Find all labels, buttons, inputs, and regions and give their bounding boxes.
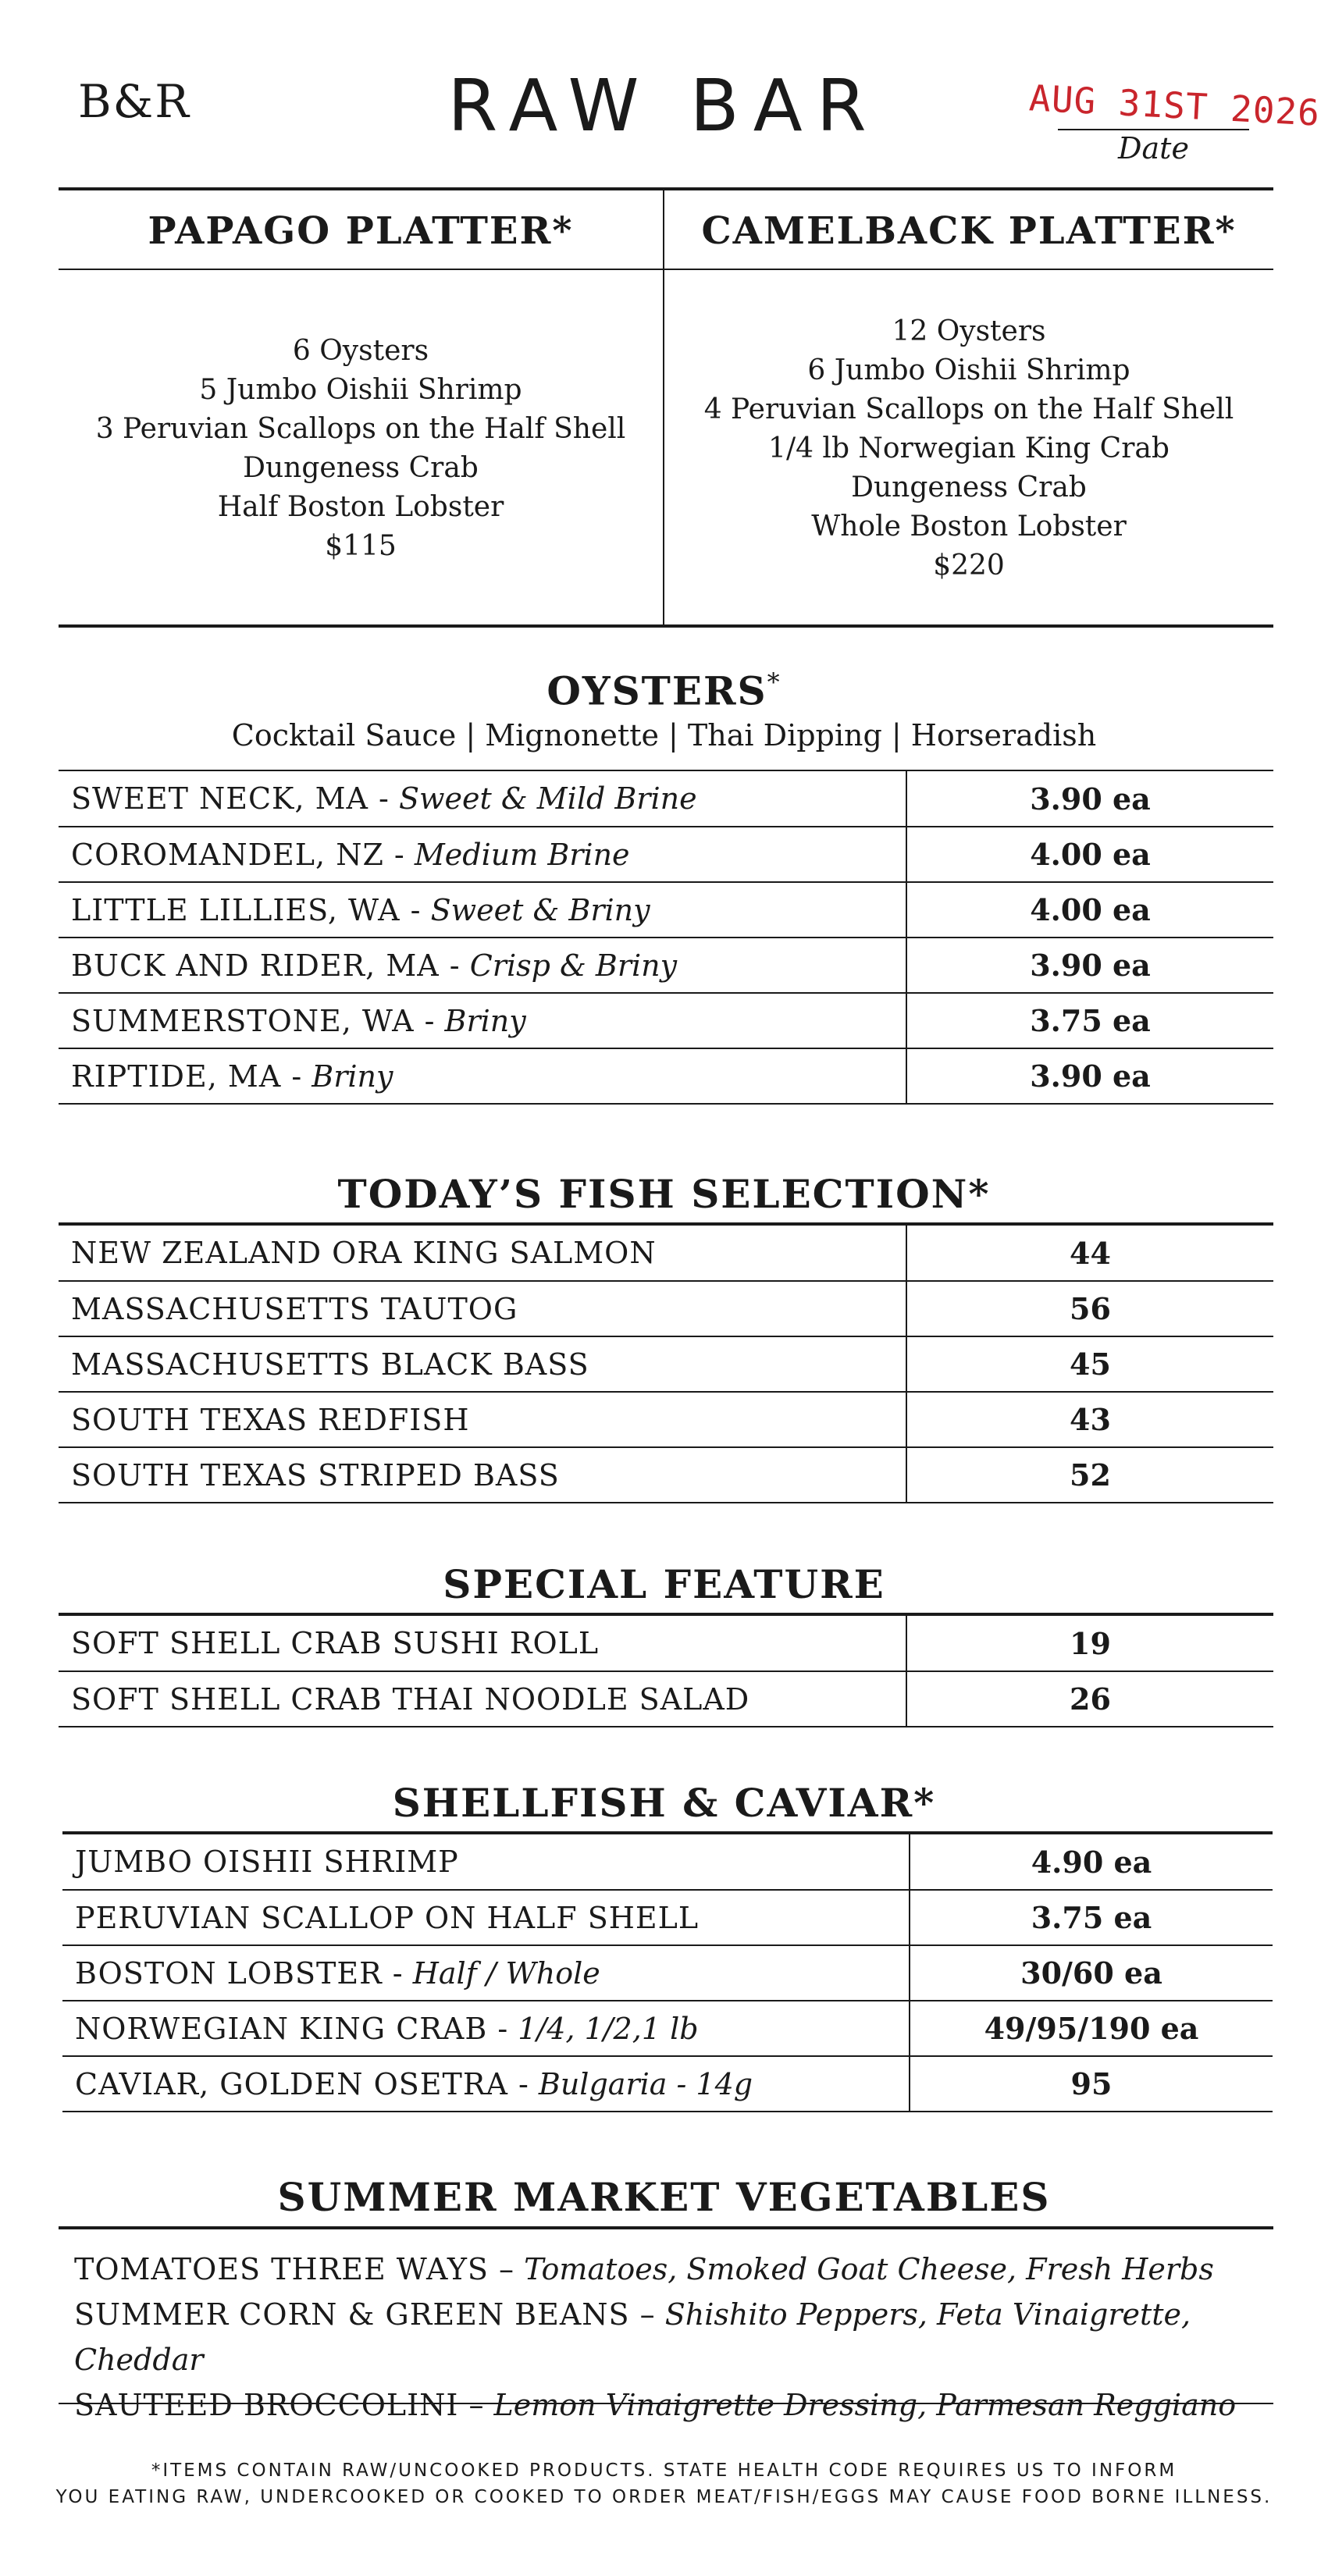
item-price: 3.75 ea — [910, 1890, 1273, 1945]
item-name: PERUVIAN SCALLOP ON HALF SHELL — [75, 1900, 700, 1935]
item-price: 56 — [906, 1281, 1273, 1336]
item-description: Briny — [312, 1059, 393, 1094]
divider — [59, 187, 1273, 190]
table-row — [59, 993, 1273, 1048]
oyster-sauces: Cocktail Sauce | Mignonette | Thai Dipping | Horseradish — [231, 718, 1097, 753]
table-row — [59, 1671, 1273, 1727]
fish-selection-title: TODAY’S FISH SELECTION* — [337, 1171, 991, 1217]
date-underline — [1058, 129, 1249, 130]
item-price: 45 — [906, 1336, 1273, 1392]
item-price: 3.90 ea — [906, 938, 1273, 993]
table-row — [59, 1392, 1273, 1447]
item-description: Shishito Peppers, Feta Vinaigrette, Cheddar — [74, 2297, 1191, 2377]
item-price: 30/60 ea — [910, 1945, 1273, 2001]
item-name: COROMANDEL, NZ - — [71, 837, 405, 872]
table-row — [62, 1890, 1273, 1945]
item-description: Crisp & Briny — [469, 948, 678, 983]
table-row — [59, 1281, 1273, 1336]
list-item — [74, 2247, 1328, 2292]
platter-item: Dungeness Crab — [851, 471, 1087, 503]
platter-item: 6 Oysters — [292, 335, 429, 367]
item-name: SOUTH TEXAS STRIPED BASS — [71, 1457, 560, 1493]
platter-item: 1/4 lb Norwegian King Crab — [768, 432, 1170, 464]
vegetables-list — [74, 2247, 1328, 2428]
platter-price: $220 — [933, 550, 1005, 582]
item-name: NEW ZEALAND ORA KING SALMON — [71, 1236, 657, 1270]
special-feature-title: SPECIAL FEATURE — [443, 1561, 885, 1607]
papago-platter-title: PAPAGO PLATTER* — [148, 209, 574, 253]
table-row — [62, 2056, 1273, 2112]
item-price: 4.00 ea — [906, 882, 1273, 938]
disclaimer-line: YOU EATING RAW, UNDERCOOKED OR COOKED TO ORDER MEAT/FISH/EGGS MAY CAUSE FOOD BORNE ILLNESS. — [55, 2487, 1273, 2507]
item-name: SUMMER CORN & GREEN BEANS – — [74, 2297, 656, 2332]
item-description: Sweet & Briny — [430, 892, 650, 927]
item-name: LITTLE LILLIES, WA - — [71, 892, 422, 927]
item-description: 1/4, 1/2,1 lb — [518, 2011, 699, 2046]
list-item — [74, 2382, 1328, 2428]
item-description: Medium Brine — [414, 837, 630, 872]
camelback-platter-items — [664, 312, 1273, 585]
date-stamp: AUG 31ST 2026 — [1027, 76, 1322, 134]
item-name: MASSACHUSETTS TAUTOG — [71, 1291, 518, 1326]
table-row — [59, 1616, 1273, 1671]
list-item — [74, 2292, 1328, 2382]
divider — [59, 2403, 1273, 2404]
platter-item: 4 Peruvian Scallops on the Half Shell — [703, 393, 1234, 425]
item-price: 3.75 ea — [906, 993, 1273, 1048]
item-price: 49/95/190 ea — [910, 2001, 1273, 2056]
item-description: Tomatoes, Smoked Goat Cheese, Fresh Herbs — [524, 2252, 1214, 2286]
platter-item: Dungeness Crab — [243, 452, 479, 484]
item-name: MASSACHUSETTS BLACK BASS — [71, 1347, 589, 1382]
platter-item: 6 Jumbo Oishii Shrimp — [807, 354, 1130, 386]
special-table — [59, 1616, 1273, 1727]
item-name: SOUTH TEXAS REDFISH — [71, 1402, 470, 1437]
table-row — [59, 1226, 1273, 1281]
item-name: NORWEGIAN KING CRAB - — [75, 2011, 509, 2046]
divider — [59, 624, 1273, 628]
item-description: Briny — [444, 1003, 526, 1038]
table-row — [62, 1834, 1273, 1890]
table-row — [59, 938, 1273, 993]
item-description: Lemon Vinaigrette Dressing, Parmesan Reggiano — [493, 2388, 1237, 2422]
item-name: SAUTEED BROCCOLINI – — [74, 2388, 485, 2422]
item-price: 52 — [906, 1447, 1273, 1503]
item-price: 19 — [906, 1616, 1273, 1671]
item-name: TOMATOES THREE WAYS – — [74, 2252, 515, 2286]
table-row — [59, 771, 1273, 827]
shellfish-caviar-title: SHELLFISH & CAVIAR* — [392, 1780, 936, 1826]
item-name: BUCK AND RIDER, MA - — [71, 948, 461, 983]
platter-price: $115 — [325, 530, 397, 562]
platter-item: 5 Jumbo Oishii Shrimp — [199, 374, 522, 406]
item-price: 4.90 ea — [910, 1834, 1273, 1890]
item-price: 4.00 ea — [906, 827, 1273, 882]
platter-item: 12 Oysters — [892, 315, 1046, 347]
shellfish-table — [62, 1834, 1273, 2112]
table-row — [59, 1447, 1273, 1503]
table-row — [59, 1336, 1273, 1392]
table-row — [59, 1048, 1273, 1104]
platter-item: Whole Boston Lobster — [811, 511, 1127, 543]
divider — [59, 269, 1273, 270]
restaurant-logo: B&R — [78, 75, 190, 128]
health-disclaimer — [0, 2457, 1328, 2510]
item-price: 3.90 ea — [906, 1048, 1273, 1104]
item-name: SWEET NECK, MA - — [71, 781, 390, 816]
item-price: 43 — [906, 1392, 1273, 1447]
item-name: BOSTON LOBSTER - — [75, 1955, 404, 1991]
item-name: JUMBO OISHII SHRIMP — [75, 1845, 459, 1879]
item-description: Bulgaria - 14g — [538, 2066, 753, 2101]
oysters-table — [59, 771, 1273, 1105]
item-price: 3.90 ea — [906, 771, 1273, 827]
item-name: SOFT SHELL CRAB SUSHI ROLL — [71, 1626, 600, 1660]
divider — [59, 2226, 1273, 2229]
item-price: 95 — [910, 2056, 1273, 2112]
table-row — [59, 827, 1273, 882]
item-name: SUMMERSTONE, WA - — [71, 1003, 436, 1038]
disclaimer-line: *ITEMS CONTAIN RAW/UNCOOKED PRODUCTS. STATE HEALTH CODE REQUIRES US TO INFORM — [151, 2460, 1177, 2481]
table-row — [59, 882, 1273, 938]
camelback-platter-title: CAMELBACK PLATTER* — [701, 209, 1237, 253]
platter-item: Half Boston Lobster — [217, 491, 504, 523]
item-name: CAVIAR, GOLDEN OSETRA - — [75, 2066, 529, 2101]
item-description: Half / Whole — [412, 1955, 600, 1991]
table-row — [62, 1945, 1273, 2001]
fish-table — [59, 1226, 1273, 1503]
item-description: Sweet & Mild Brine — [398, 781, 697, 816]
page-title: RAW BAR — [447, 64, 881, 148]
oysters-title: OYSTERS* — [547, 667, 781, 714]
item-name: SOFT SHELL CRAB THAI NOODLE SALAD — [71, 1681, 750, 1717]
table-row — [62, 2001, 1273, 2056]
item-name: RIPTIDE, MA - — [71, 1059, 303, 1094]
date-label: Date — [1118, 131, 1189, 165]
vegetables-title: SUMMER MARKET VEGETABLES — [277, 2174, 1051, 2220]
papago-platter-items — [59, 332, 663, 566]
item-price: 44 — [906, 1226, 1273, 1281]
platter-item: 3 Peruvian Scallops on the Half Shell — [95, 413, 626, 445]
item-price: 26 — [906, 1671, 1273, 1727]
